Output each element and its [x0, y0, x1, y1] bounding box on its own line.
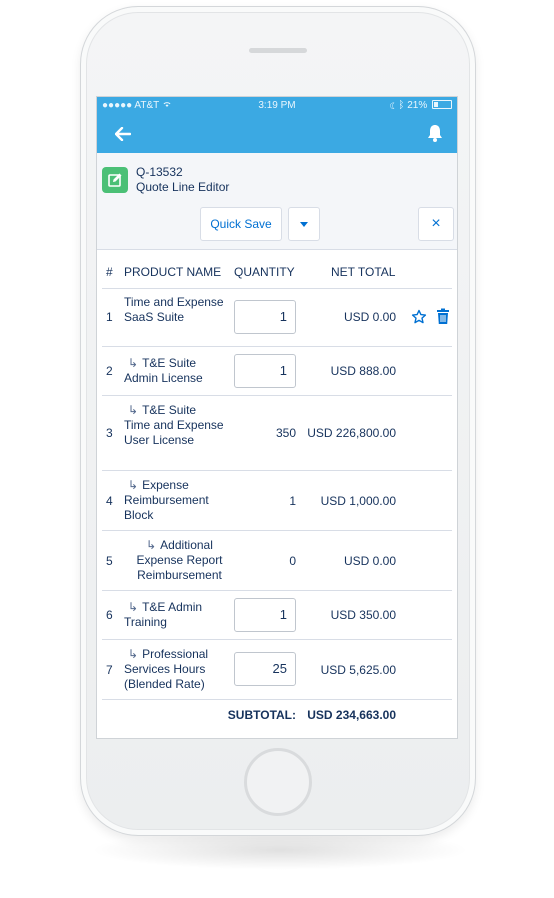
quantity-input[interactable]: 25 [234, 652, 296, 686]
table-row [102, 396, 452, 471]
line-number: 2 [106, 364, 113, 378]
line-number: 3 [106, 426, 113, 440]
back-button[interactable] [115, 121, 131, 148]
quick-save-button[interactable]: Quick Save [200, 207, 282, 241]
column-header-quantity: QUANTITY [234, 265, 295, 279]
table-row [102, 289, 452, 347]
net-total: USD 1,000.00 [320, 494, 396, 508]
table-row [102, 471, 452, 531]
net-total: USD 5,625.00 [320, 663, 396, 677]
phone-speaker [249, 48, 307, 53]
quantity-value: 350 [275, 426, 296, 440]
child-indent-icon: ↳ [128, 356, 139, 370]
more-actions-button[interactable] [288, 207, 320, 241]
nav-bar [97, 115, 457, 153]
table-row [102, 531, 452, 591]
quantity-input[interactable]: 1 [234, 300, 296, 334]
column-header-net-total: NET TOTAL [331, 265, 396, 279]
table-row [102, 591, 452, 640]
line-number: 1 [106, 310, 113, 324]
bell-icon [427, 124, 443, 142]
phone-shadow [90, 830, 470, 870]
product-name-cell [124, 478, 224, 523]
product-name-cell [132, 538, 227, 583]
carrier-text: ●●●●● AT&T [102, 100, 160, 111]
column-header-product-name: PRODUCT NAME [124, 265, 222, 279]
child-indent-icon: ↳ [128, 478, 139, 492]
quote-id: Q-13532 [136, 165, 183, 179]
notifications-button[interactable] [427, 124, 443, 147]
quantity-input[interactable]: 1 [234, 598, 296, 632]
status-right [390, 100, 452, 111]
table-row [102, 347, 452, 396]
subtotal-value: USD 234,663.00 [307, 708, 396, 722]
product-name: T&E Admin Training [124, 600, 203, 629]
product-name: T&E Suite Time and Expense User License [124, 403, 224, 447]
line-number: 4 [106, 494, 113, 508]
line-number: 5 [106, 554, 113, 568]
bluetooth-icon: ᛒ [398, 100, 405, 111]
star-icon[interactable] [411, 309, 427, 330]
subtotal-row [102, 700, 452, 730]
delete-icon[interactable] [436, 308, 450, 330]
status-time: 3:19 PM [258, 100, 296, 111]
product-name: Professional Services Hours (Blended Rate) [124, 647, 209, 691]
quote-lines-table [102, 288, 452, 730]
child-indent-icon: ↳ [128, 600, 139, 614]
close-button[interactable]: × [418, 207, 454, 241]
quantity-value: 1 [289, 494, 296, 508]
net-total: USD 0.00 [343, 554, 396, 568]
arrow-left-icon [115, 127, 131, 141]
product-name: Additional Expense Report Reimbursement [136, 538, 223, 582]
quantity-input[interactable]: 1 [234, 354, 296, 388]
home-button[interactable] [244, 748, 312, 816]
battery-percent: 21% [407, 100, 428, 111]
page-title: Quote Line Editor [136, 180, 230, 194]
net-total: USD 888.00 [330, 364, 396, 378]
moon-icon: ☾ [389, 100, 396, 111]
product-name-cell [124, 403, 224, 448]
line-number: 7 [106, 663, 113, 677]
battery-icon [432, 100, 452, 109]
status-bar [97, 97, 457, 115]
line-number: 6 [106, 608, 113, 622]
product-name: Time and Expense SaaS Suite [124, 295, 224, 324]
app-screen [96, 96, 458, 739]
column-header-number: # [106, 265, 113, 279]
net-total: USD 350.00 [330, 608, 396, 622]
child-indent-icon: ↳ [146, 538, 157, 552]
product-name-cell [124, 600, 224, 630]
child-indent-icon: ↳ [128, 403, 139, 417]
child-indent-icon: ↳ [128, 647, 139, 661]
subtotal-label: SUBTOTAL: [227, 708, 296, 722]
chevron-down-icon [300, 222, 308, 227]
product-name: Expense Reimbursement Block [124, 478, 209, 522]
product-name-cell [124, 647, 224, 692]
net-total: USD 226,800.00 [307, 426, 396, 440]
edit-icon [102, 167, 128, 193]
product-name: T&E Suite Admin License [124, 356, 203, 385]
product-name-cell [124, 356, 224, 386]
quantity-value: 0 [289, 554, 296, 568]
net-total: USD 0.00 [343, 310, 396, 324]
table-row [102, 640, 452, 700]
